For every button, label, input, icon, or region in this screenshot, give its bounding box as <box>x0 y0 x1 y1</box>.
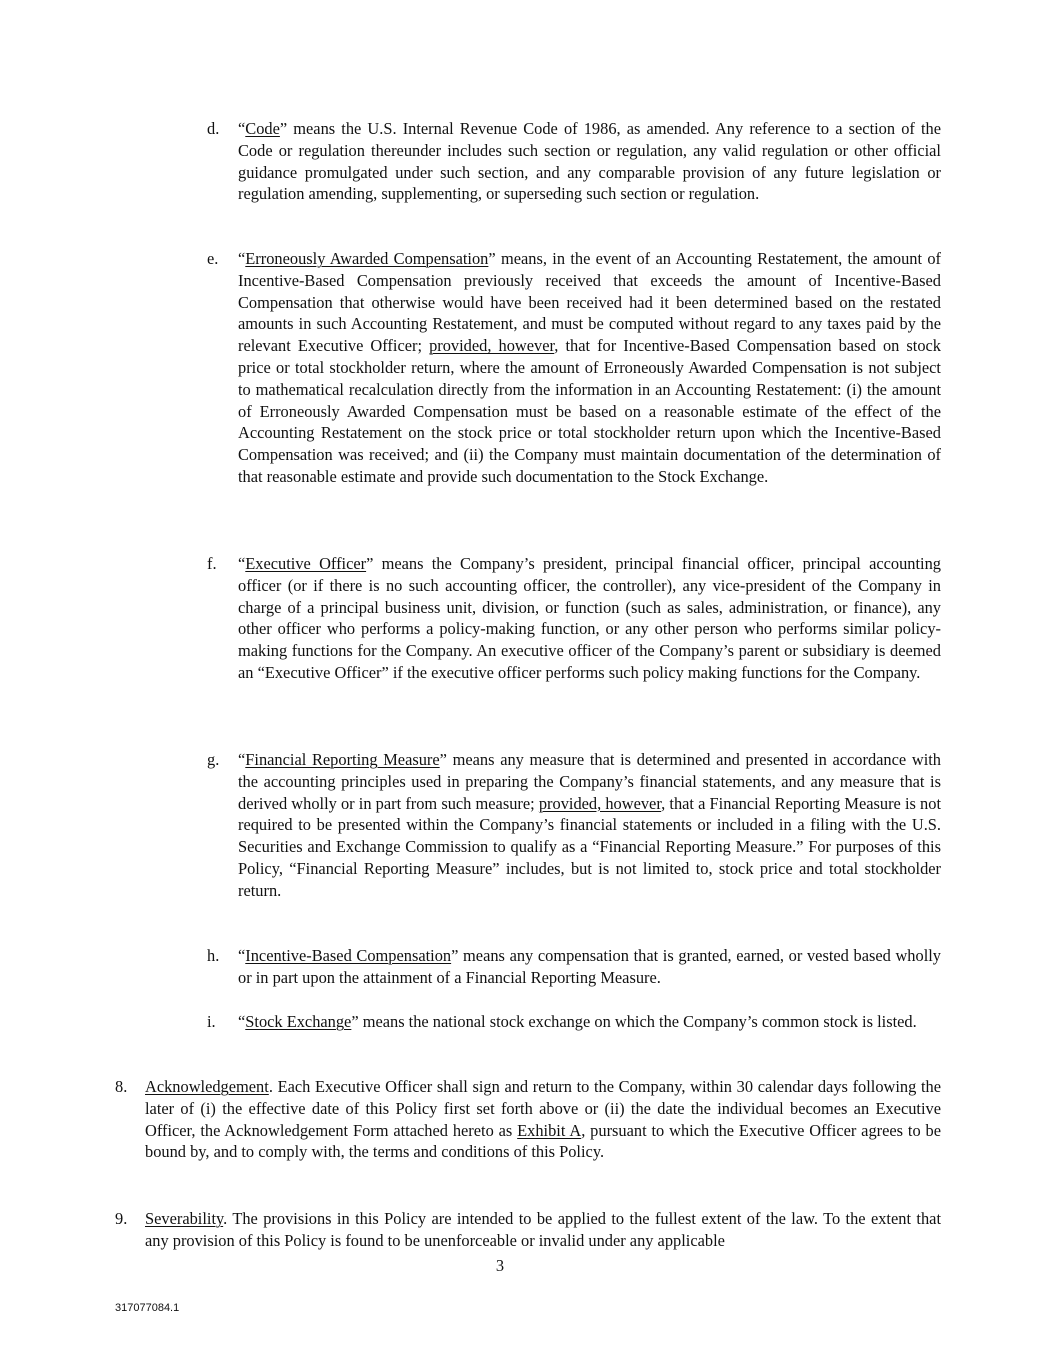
text-run: “ <box>238 1012 246 1031</box>
section-9 <box>115 1208 941 1252</box>
section-8 <box>115 1076 941 1163</box>
underlined-term: Executive Officer <box>245 554 367 573</box>
item-label: g. <box>207 750 220 769</box>
item-label: 8. <box>115 1077 128 1096</box>
page-number: 3 <box>495 1256 505 1275</box>
text-run: , that a Financial Reporting Measure is not required to be presented within the Company’s financial statements or included in a filing with the U.S. Securities and Exchange Commission to qualify as a “Financial Reporting Measure.” For purposes of this Policy, “Financial Reporting Measure” includes, but is not limited to, stock price and total stockholder return. <box>238 793 941 900</box>
text-run: “ <box>238 946 246 965</box>
item-label: d. <box>207 119 220 138</box>
item-label: 9. <box>115 1209 128 1228</box>
underlined-term: Acknowledgement <box>145 1077 269 1096</box>
underlined-term: Erroneously Awarded Compensation <box>245 249 489 268</box>
definition-h <box>207 945 941 989</box>
definition-i <box>207 1011 941 1033</box>
text-run: ” means the Company’s president, principal financial officer, principal accounting officer (or if there is no such accounting officer, the controller), any vice-president of the Company in charge of a principal business unit, division, or function (such as sales, administration, or finance), any other officer who performs a policy-making function, or any other person who performs similar policy-making functions for the Company. An executive officer of the Company’s parent or subsidiary is deemed an “Executive Officer” if the executive officer performs such policy making functions for the Company. <box>238 554 941 682</box>
item-label: f. <box>207 554 217 573</box>
underlined-term: provided, however <box>538 793 662 813</box>
text-run: . The provisions in this Policy are intended to be applied to the fullest extent of the law. To the extent that any provision of this Policy is found to be unenforceable or invalid under any applicable <box>145 1209 941 1250</box>
definition-d <box>207 118 941 205</box>
text-run: ” means, in the event of an Accounting Restatement, the amount of Incentive-Based Compensation previously received that exceeds the amount of Incentive-Based Compensation that otherwise would have been received had it been determined based on the restated amounts in such Accounting Restatement, and must be computed without regard to any taxes paid by the relevant Executive Officer; <box>238 249 942 356</box>
underlined-term: Severability <box>145 1209 224 1228</box>
text-run: ” means any compensation that is granted, earned, or vested based wholly or in part upon the attainment of a Financial Reporting Measure. <box>238 946 941 987</box>
underlined-term: provided, however <box>429 336 555 356</box>
definition-e <box>207 248 942 488</box>
text-run: . Each Executive Officer shall sign and return to the Company, within 30 calendar days following the later of (i) the effective date of this Policy first set forth above or (ii) the date the individual becomes an Executive Officer, the Acknowledgement Form attached hereto as <box>145 1077 941 1140</box>
definition-f <box>207 553 941 684</box>
underlined-term: Incentive-Based Compensation <box>245 946 452 965</box>
text-run: , pursuant to which the Executive Officer agrees to be bound by, and to comply with, the terms and conditions of this Policy. <box>145 1120 941 1162</box>
item-label: e. <box>207 249 219 268</box>
underlined-term: Stock Exchange <box>245 1012 352 1031</box>
text-run: ” means any measure that is determined and presented in accordance with the accounting principles used in preparing the Company’s financial statements, and any measure that is derived wholly or in part from such measure; <box>238 750 941 813</box>
item-label: h. <box>207 946 220 965</box>
definition-g <box>207 749 941 902</box>
underlined-term: Financial Reporting Measure <box>245 750 440 769</box>
text-run: “ <box>238 119 246 138</box>
text-run: “ <box>238 750 246 769</box>
text-run: ” means the national stock exchange on which the Company’s common stock is listed. <box>351 1012 917 1031</box>
text-run: “ <box>238 554 246 573</box>
underlined-term: Code <box>245 119 280 138</box>
item-label: i. <box>207 1012 216 1031</box>
document-id: 317077084.1 <box>115 1302 180 1314</box>
text-run: “ <box>238 249 246 268</box>
underlined-term: Exhibit A <box>517 1120 582 1140</box>
text-run: ” means the U.S. Internal Revenue Code of 1986, as amended. Any reference to a section of the Code or regulation thereunder includes such section or regulation, any valid regulation or other official guidance promulgated under such section, and any comparable provision of any future legislation or regulation amending, supplementing, or superseding such section or regulation. <box>238 119 941 204</box>
text-run: , that for Incentive-Based Compensation based on stock price or total stockholder return, where the amount of Erroneously Awarded Compensation is not subject to mathematical recalculation directly from the information in an Accounting Restatement: (i) the amount of Erroneously Awarded Compensation must be based on a reasonable estimate of the effect of the Accounting Restatement on the stock price or total stockholder return upon which the Incentive-Based Compensation was received; and (ii) the Company must maintain documentation of the determination of that reasonable estimate and provide such documentation to the Stock Exchange. <box>238 336 941 486</box>
